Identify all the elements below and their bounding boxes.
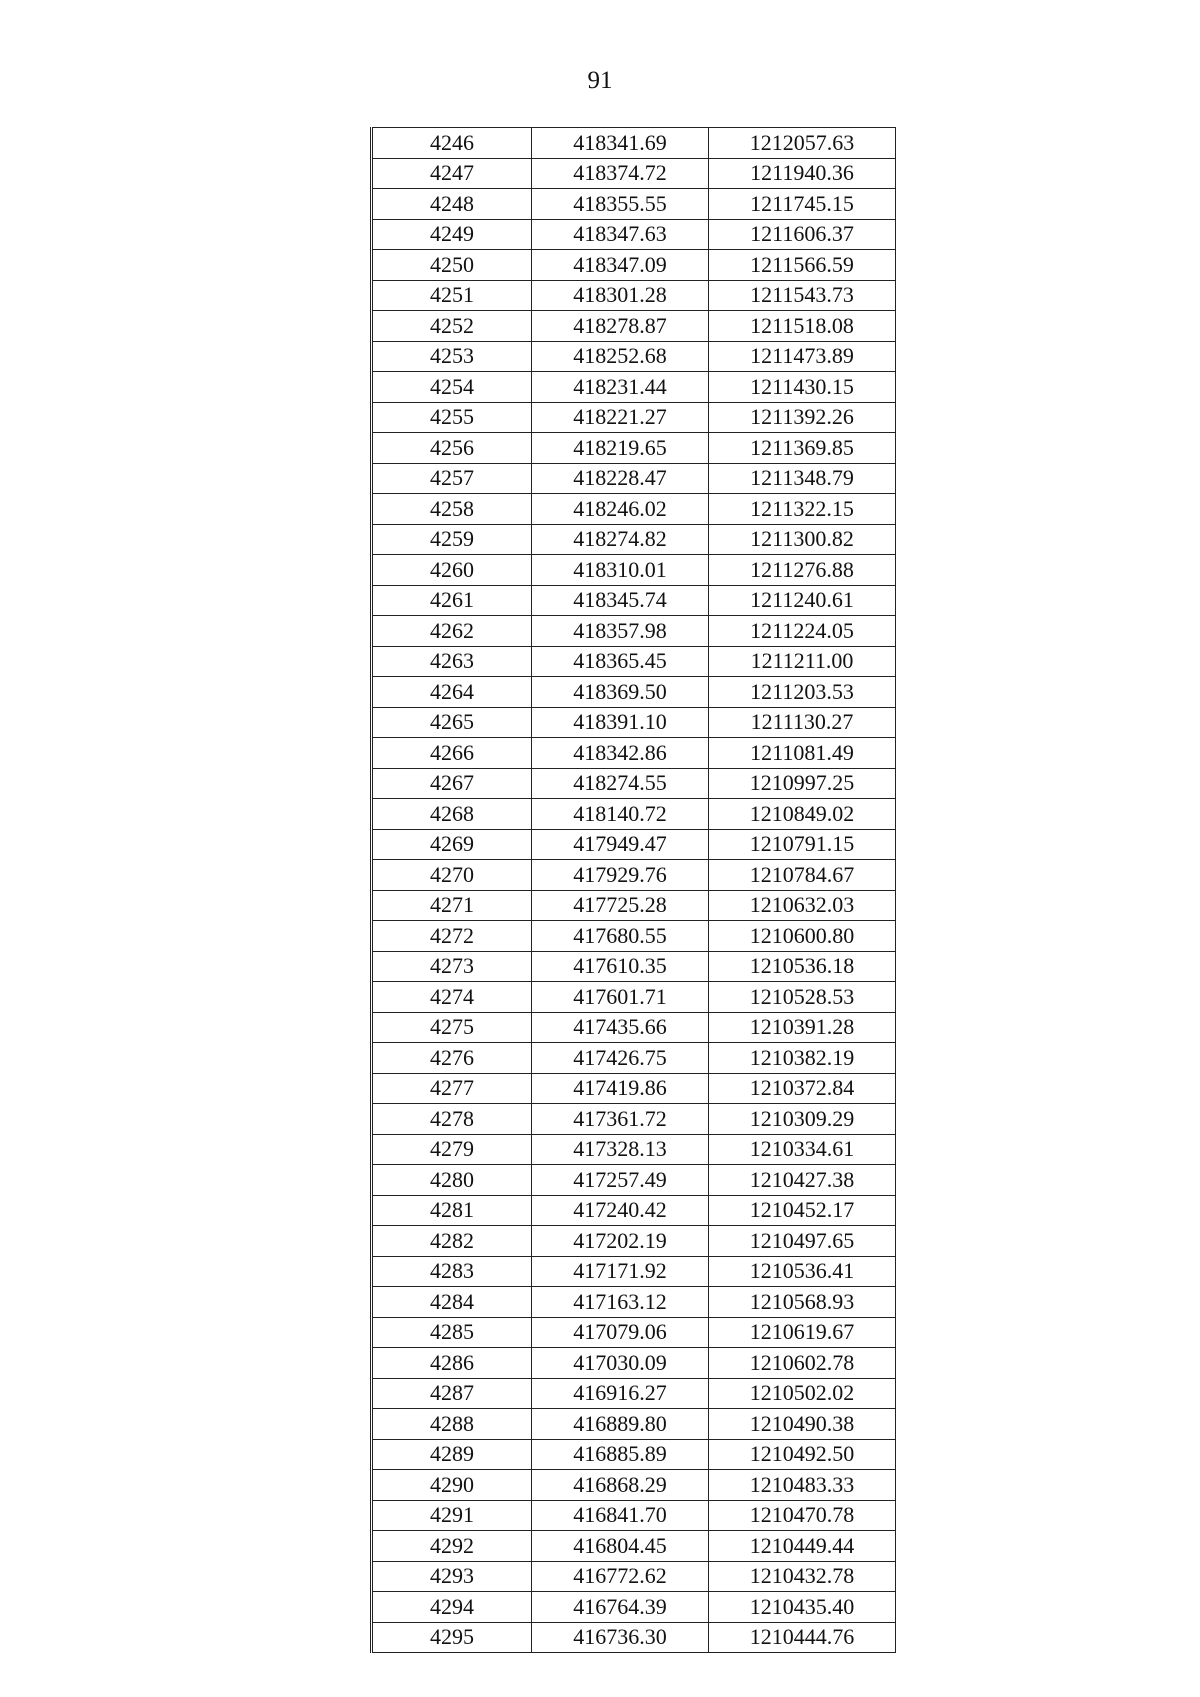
x-coordinate-cell: 416889.80 <box>532 1409 709 1440</box>
x-coordinate-cell: 417929.76 <box>532 860 709 891</box>
y-coordinate-cell: 1210791.15 <box>709 829 896 860</box>
x-coordinate-cell: 416764.39 <box>532 1592 709 1623</box>
table-row <box>372 1561 896 1592</box>
y-coordinate-cell: 1211473.89 <box>709 341 896 372</box>
y-coordinate-cell: 1211543.73 <box>709 280 896 311</box>
table-row <box>372 402 896 433</box>
y-coordinate-cell: 1211322.15 <box>709 494 896 525</box>
y-coordinate-cell: 1210492.50 <box>709 1439 896 1470</box>
table-row <box>372 1012 896 1043</box>
table-row <box>372 433 896 464</box>
table-row <box>372 829 896 860</box>
point-number-cell: 4254 <box>372 372 532 403</box>
point-number-cell: 4283 <box>372 1256 532 1287</box>
y-coordinate-cell: 1210568.93 <box>709 1287 896 1318</box>
table-row <box>372 1500 896 1531</box>
y-coordinate-cell: 1210444.76 <box>709 1622 896 1653</box>
y-coordinate-cell: 1210528.53 <box>709 982 896 1013</box>
y-coordinate-cell: 1210997.25 <box>709 768 896 799</box>
y-coordinate-cell: 1210432.78 <box>709 1561 896 1592</box>
table-row <box>372 311 896 342</box>
table-row <box>372 768 896 799</box>
point-number-cell: 4257 <box>372 463 532 494</box>
point-number-cell: 4291 <box>372 1500 532 1531</box>
point-number-cell: 4247 <box>372 158 532 189</box>
x-coordinate-cell: 416804.45 <box>532 1531 709 1562</box>
x-coordinate-cell: 417949.47 <box>532 829 709 860</box>
point-number-cell: 4281 <box>372 1195 532 1226</box>
point-number-cell: 4271 <box>372 890 532 921</box>
table-row <box>372 1134 896 1165</box>
y-coordinate-cell: 1210372.84 <box>709 1073 896 1104</box>
x-coordinate-cell: 416885.89 <box>532 1439 709 1470</box>
table-row <box>372 341 896 372</box>
point-number-cell: 4288 <box>372 1409 532 1440</box>
x-coordinate-cell: 418221.27 <box>532 402 709 433</box>
y-coordinate-cell: 1211430.15 <box>709 372 896 403</box>
point-number-cell: 4277 <box>372 1073 532 1104</box>
point-number-cell: 4256 <box>372 433 532 464</box>
table-row <box>372 189 896 220</box>
x-coordinate-cell: 418274.55 <box>532 768 709 799</box>
point-number-cell: 4276 <box>372 1043 532 1074</box>
x-coordinate-cell: 418342.86 <box>532 738 709 769</box>
table-row <box>372 1470 896 1501</box>
table-row <box>372 1195 896 1226</box>
point-number-cell: 4260 <box>372 555 532 586</box>
point-number-cell: 4248 <box>372 189 532 220</box>
x-coordinate-cell: 418274.82 <box>532 524 709 555</box>
x-coordinate-cell: 418355.55 <box>532 189 709 220</box>
table-row <box>372 951 896 982</box>
x-coordinate-cell: 417079.06 <box>532 1317 709 1348</box>
point-number-cell: 4279 <box>372 1134 532 1165</box>
y-coordinate-cell: 1210449.44 <box>709 1531 896 1562</box>
y-coordinate-cell: 1210632.03 <box>709 890 896 921</box>
y-coordinate-cell: 1210849.02 <box>709 799 896 830</box>
table-row <box>372 280 896 311</box>
point-number-cell: 4286 <box>372 1348 532 1379</box>
y-coordinate-cell: 1210483.33 <box>709 1470 896 1501</box>
y-coordinate-cell: 1211566.59 <box>709 250 896 281</box>
x-coordinate-cell: 417171.92 <box>532 1256 709 1287</box>
point-number-cell: 4290 <box>372 1470 532 1501</box>
x-coordinate-cell: 416916.27 <box>532 1378 709 1409</box>
y-coordinate-cell: 1210309.29 <box>709 1104 896 1135</box>
table-row <box>372 616 896 647</box>
y-coordinate-cell: 1211211.00 <box>709 646 896 677</box>
x-coordinate-cell: 417601.71 <box>532 982 709 1013</box>
x-coordinate-cell: 417610.35 <box>532 951 709 982</box>
table-row <box>372 1256 896 1287</box>
x-coordinate-cell: 417435.66 <box>532 1012 709 1043</box>
y-coordinate-cell: 1210784.67 <box>709 860 896 891</box>
x-coordinate-cell: 418278.87 <box>532 311 709 342</box>
table-row <box>372 1226 896 1257</box>
point-number-cell: 4287 <box>372 1378 532 1409</box>
x-coordinate-cell: 417361.72 <box>532 1104 709 1135</box>
table-row <box>372 1378 896 1409</box>
y-coordinate-cell: 1211300.82 <box>709 524 896 555</box>
x-coordinate-cell: 417240.42 <box>532 1195 709 1226</box>
point-number-cell: 4266 <box>372 738 532 769</box>
y-coordinate-cell: 1210502.02 <box>709 1378 896 1409</box>
y-coordinate-cell: 1211348.79 <box>709 463 896 494</box>
x-coordinate-cell: 418347.09 <box>532 250 709 281</box>
coordinates-table <box>370 127 896 1653</box>
point-number-cell: 4249 <box>372 219 532 250</box>
y-coordinate-cell: 1211518.08 <box>709 311 896 342</box>
table-row <box>372 250 896 281</box>
point-number-cell: 4284 <box>372 1287 532 1318</box>
y-coordinate-cell: 1211940.36 <box>709 158 896 189</box>
y-coordinate-cell: 1210391.28 <box>709 1012 896 1043</box>
point-number-cell: 4246 <box>372 128 532 159</box>
x-coordinate-cell: 418252.68 <box>532 341 709 372</box>
point-number-cell: 4261 <box>372 585 532 616</box>
point-number-cell: 4273 <box>372 951 532 982</box>
point-number-cell: 4258 <box>372 494 532 525</box>
point-number-cell: 4270 <box>372 860 532 891</box>
point-number-cell: 4251 <box>372 280 532 311</box>
x-coordinate-cell: 417680.55 <box>532 921 709 952</box>
table-row <box>372 890 896 921</box>
point-number-cell: 4269 <box>372 829 532 860</box>
y-coordinate-cell: 1212057.63 <box>709 128 896 159</box>
x-coordinate-cell: 417328.13 <box>532 1134 709 1165</box>
table-row <box>372 128 896 159</box>
y-coordinate-cell: 1211276.88 <box>709 555 896 586</box>
x-coordinate-cell: 418369.50 <box>532 677 709 708</box>
y-coordinate-cell: 1210470.78 <box>709 1500 896 1531</box>
table-row <box>372 1531 896 1562</box>
y-coordinate-cell: 1211745.15 <box>709 189 896 220</box>
point-number-cell: 4293 <box>372 1561 532 1592</box>
y-coordinate-cell: 1210536.18 <box>709 951 896 982</box>
point-number-cell: 4255 <box>372 402 532 433</box>
y-coordinate-cell: 1210497.65 <box>709 1226 896 1257</box>
point-number-cell: 4272 <box>372 921 532 952</box>
y-coordinate-cell: 1211240.61 <box>709 585 896 616</box>
table-row <box>372 524 896 555</box>
x-coordinate-cell: 418341.69 <box>532 128 709 159</box>
y-coordinate-cell: 1211369.85 <box>709 433 896 464</box>
x-coordinate-cell: 418374.72 <box>532 158 709 189</box>
y-coordinate-cell: 1210619.67 <box>709 1317 896 1348</box>
table-row <box>372 677 896 708</box>
point-number-cell: 4252 <box>372 311 532 342</box>
table-row <box>372 372 896 403</box>
x-coordinate-cell: 418347.63 <box>532 219 709 250</box>
point-number-cell: 4265 <box>372 707 532 738</box>
point-number-cell: 4289 <box>372 1439 532 1470</box>
table-row <box>372 982 896 1013</box>
x-coordinate-cell: 418246.02 <box>532 494 709 525</box>
x-coordinate-cell: 418365.45 <box>532 646 709 677</box>
page-number: 91 <box>587 67 613 94</box>
x-coordinate-cell: 418357.98 <box>532 616 709 647</box>
table-row <box>372 921 896 952</box>
y-coordinate-cell: 1210490.38 <box>709 1409 896 1440</box>
point-number-cell: 4294 <box>372 1592 532 1623</box>
point-number-cell: 4253 <box>372 341 532 372</box>
y-coordinate-cell: 1210602.78 <box>709 1348 896 1379</box>
y-coordinate-cell: 1210435.40 <box>709 1592 896 1623</box>
point-number-cell: 4295 <box>372 1622 532 1653</box>
y-coordinate-cell: 1210600.80 <box>709 921 896 952</box>
table-row <box>372 1104 896 1135</box>
table-row <box>372 1287 896 1318</box>
table-row <box>372 1348 896 1379</box>
table-row <box>372 585 896 616</box>
y-coordinate-cell: 1211081.49 <box>709 738 896 769</box>
x-coordinate-cell: 417725.28 <box>532 890 709 921</box>
x-coordinate-cell: 418391.10 <box>532 707 709 738</box>
point-number-cell: 4263 <box>372 646 532 677</box>
x-coordinate-cell: 417257.49 <box>532 1165 709 1196</box>
point-number-cell: 4282 <box>372 1226 532 1257</box>
point-number-cell: 4285 <box>372 1317 532 1348</box>
point-number-cell: 4268 <box>372 799 532 830</box>
table-row <box>372 1622 896 1653</box>
point-number-cell: 4250 <box>372 250 532 281</box>
y-coordinate-cell: 1211130.27 <box>709 707 896 738</box>
table-row <box>372 1439 896 1470</box>
table-row <box>372 219 896 250</box>
point-number-cell: 4267 <box>372 768 532 799</box>
table-row <box>372 1165 896 1196</box>
table-row <box>372 1592 896 1623</box>
table-row <box>372 494 896 525</box>
table-row <box>372 799 896 830</box>
y-coordinate-cell: 1210536.41 <box>709 1256 896 1287</box>
x-coordinate-cell: 418140.72 <box>532 799 709 830</box>
y-coordinate-cell: 1211224.05 <box>709 616 896 647</box>
point-number-cell: 4280 <box>372 1165 532 1196</box>
table-row <box>372 158 896 189</box>
x-coordinate-cell: 416868.29 <box>532 1470 709 1501</box>
y-coordinate-cell: 1211392.26 <box>709 402 896 433</box>
table-row <box>372 1317 896 1348</box>
table-row <box>372 1409 896 1440</box>
point-number-cell: 4278 <box>372 1104 532 1135</box>
x-coordinate-cell: 416841.70 <box>532 1500 709 1531</box>
x-coordinate-cell: 417419.86 <box>532 1073 709 1104</box>
x-coordinate-cell: 417163.12 <box>532 1287 709 1318</box>
x-coordinate-cell: 417426.75 <box>532 1043 709 1074</box>
point-number-cell: 4262 <box>372 616 532 647</box>
x-coordinate-cell: 416772.62 <box>532 1561 709 1592</box>
x-coordinate-cell: 416736.30 <box>532 1622 709 1653</box>
x-coordinate-cell: 418345.74 <box>532 585 709 616</box>
coordinates-table-body <box>372 128 896 1653</box>
table-row <box>372 555 896 586</box>
table-row <box>372 463 896 494</box>
y-coordinate-cell: 1210334.61 <box>709 1134 896 1165</box>
point-number-cell: 4259 <box>372 524 532 555</box>
x-coordinate-cell: 418231.44 <box>532 372 709 403</box>
x-coordinate-cell: 418228.47 <box>532 463 709 494</box>
table-row <box>372 738 896 769</box>
point-number-cell: 4274 <box>372 982 532 1013</box>
y-coordinate-cell: 1211606.37 <box>709 219 896 250</box>
y-coordinate-cell: 1210427.38 <box>709 1165 896 1196</box>
table-row <box>372 646 896 677</box>
x-coordinate-cell: 418219.65 <box>532 433 709 464</box>
y-coordinate-cell: 1210452.17 <box>709 1195 896 1226</box>
point-number-cell: 4264 <box>372 677 532 708</box>
x-coordinate-cell: 417202.19 <box>532 1226 709 1257</box>
x-coordinate-cell: 418301.28 <box>532 280 709 311</box>
table-row <box>372 1043 896 1074</box>
table-row <box>372 860 896 891</box>
y-coordinate-cell: 1210382.19 <box>709 1043 896 1074</box>
point-number-cell: 4275 <box>372 1012 532 1043</box>
table-row <box>372 707 896 738</box>
x-coordinate-cell: 418310.01 <box>532 555 709 586</box>
y-coordinate-cell: 1211203.53 <box>709 677 896 708</box>
table-row <box>372 1073 896 1104</box>
point-number-cell: 4292 <box>372 1531 532 1562</box>
x-coordinate-cell: 417030.09 <box>532 1348 709 1379</box>
